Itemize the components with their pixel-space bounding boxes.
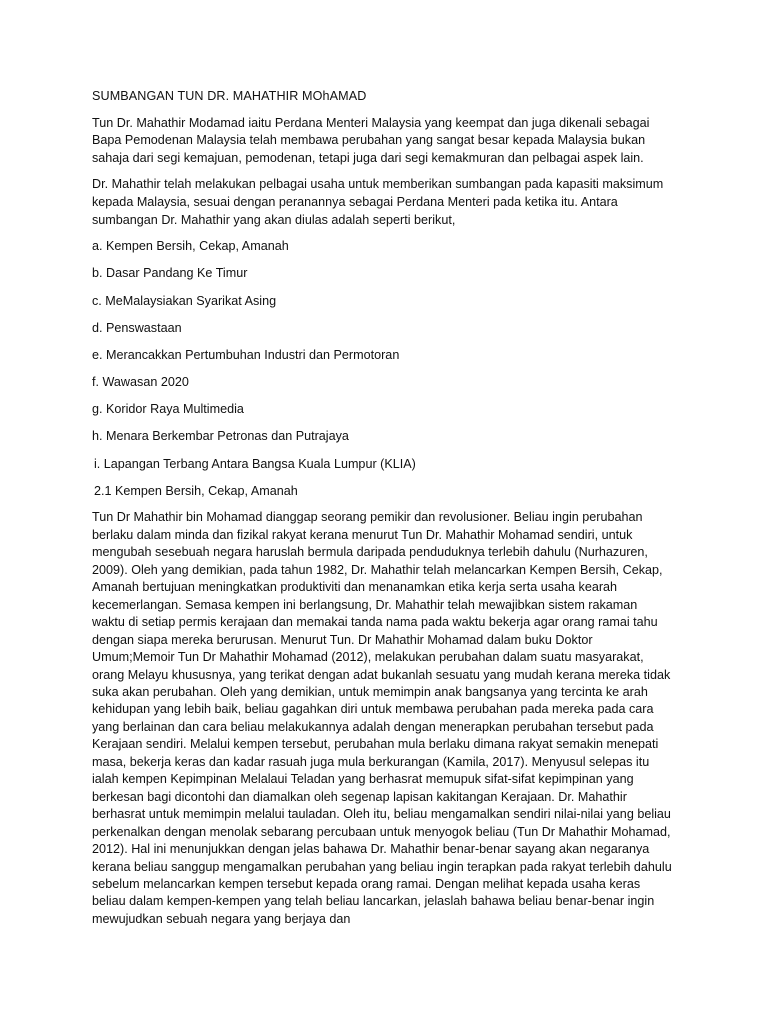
list-item: g. Koridor Raya Multimedia [92,402,244,417]
contributions-list [92,238,672,473]
list-item: d. Penswastaan [92,320,182,335]
intro-paragraph-2: Dr. Mahathir telah melakukan pelbagai usaha untuk memberikan sumbangan pada kapasiti maksimum kepada Malaysia, sesuai dengan peranannya sebagai Perdana Menteri pada ketika itu. Antara sumbangan Dr. Mahathir yang akan diulas adalah seperti berikut, [92,177,664,227]
section-heading: 2.1 Kempen Bersih, Cekap, Amanah [94,483,298,498]
list-item: i. Lapangan Terbang Antara Bangsa Kuala Lumpur (KLIA) [94,456,416,471]
list-item: f. Wawasan 2020 [92,375,189,390]
list-item: e. Merancakkan Pertumbuhan Industri dan Permotoran [92,347,400,362]
list-item: c. MeMalaysiakan Syarikat Asing [92,293,277,308]
document-title: SUMBANGAN TUN DR. MAHATHIR MOhAMAD [92,89,367,103]
section-paragraph: Tun Dr Mahathir bin Mohamad dianggap seorang pemikir dan revolusioner. Beliau ingin perubahan berlaku dalam minda dan fizikal rakyat kerana menurut Tun Dr. Mahathir Mohamad sendiri, untuk mengubah sesebuah negara haruslah bermula daripada penduduknya terlebih dahulu (Nurhazuren, 2009). Oleh yang demikian, pada tahun 1982, Dr. Mahathir telah melancarkan Kempen Bersih, Cekap, Amanah bertujuan meningkatkan produktiviti dan menanamkan etika kerja serta usaha kearah kecemerlangan. Semasa kempen ini berlangsung, Dr. Mahathir telah mewajibkan sistem rakaman waktu di setiap permis kerajaan dan memakai tanda nama pada waktu bekerja agar orang ramai tahu dengan siapa mereka berurusan. Menurut Tun. Dr Mahathir Mohamad dalam buku Doktor Umum;Memoir Tun Dr Mahathir Mohamad (2012), melakukan perubahan dalam suatu masyarakat, orang Melayu khususnya, yang terikat dengan adat bukanlah sesuatu yang mudah kerana mereka tidak suka akan perubahan. Oleh yang demikian, untuk memimpin anak bangsanya yang tercinta ke arah kehidupan yang lebih baik, beliau gagahkan diri untuk membawa perubahan pada mereka pada cara yang berlainan dan cara beliau melakukannya adalah dengan menerapkan perubahan tersebut pada Kerajaan sendiri. Melalui kempen tersebut, perubahan mula berlaku dimana rakyat semakin menepati masa, bekerja keras dan kadar rasuah juga mula berkurangan (Kamila, 2017). Menyusul selepas itu ialah kempen Kepimpinan Melalaui Teladan yang berhasrat memupuk sifat-sifat kepimpinan yang berkesan bagi dicontohi dan diamalkan oleh segenap lapisan kakitangan Kerajaan. Dr. Mahathir berhasrat untuk memimpin melalui tauladan. Oleh itu, beliau mengamalkan sendiri nilai-nilai yang beliau perkenalkan dengan menolak sebarang percubaan untuk menyogok beliau (Tun Dr Mahathir Mohamad, 2012). Hal ini menunjukkan dengan jelas bahawa Dr. Mahathir benar-benar sayang akan negaranya kerana beliau sanggup mengamalkan perubahan yang beliau ingin terapkan pada rakyat terlebih dahulu sebelum melancarkan kempen tersebut kepada orang ramai. Dengan melihat kepada usaha keras beliau dalam kempen-kempen yang telah beliau lancarkan, jelaslah bahawa beliau benar-benar ingin mewujudkan sebuah negara yang berjaya dan [92,510,672,926]
list-item: b. Dasar Pandang Ke Timur [92,266,248,281]
list-item: h. Menara Berkembar Petronas dan Putrajaya [92,429,349,444]
document-body [92,88,672,928]
list-item: a. Kempen Bersih, Cekap, Amanah [92,239,289,254]
intro-paragraph-1: Tun Dr. Mahathir Modamad iaitu Perdana Menteri Malaysia yang keempat dan juga dikenali sebagai Bapa Pemodenan Malaysia telah membawa perubahan yang sangat besar kepada Malaysia bukan sahaja dari segi kemajuan, pemodenan, tetapi juga dari segi kemakmuran dan pelbagai aspek lain. [92,115,650,165]
